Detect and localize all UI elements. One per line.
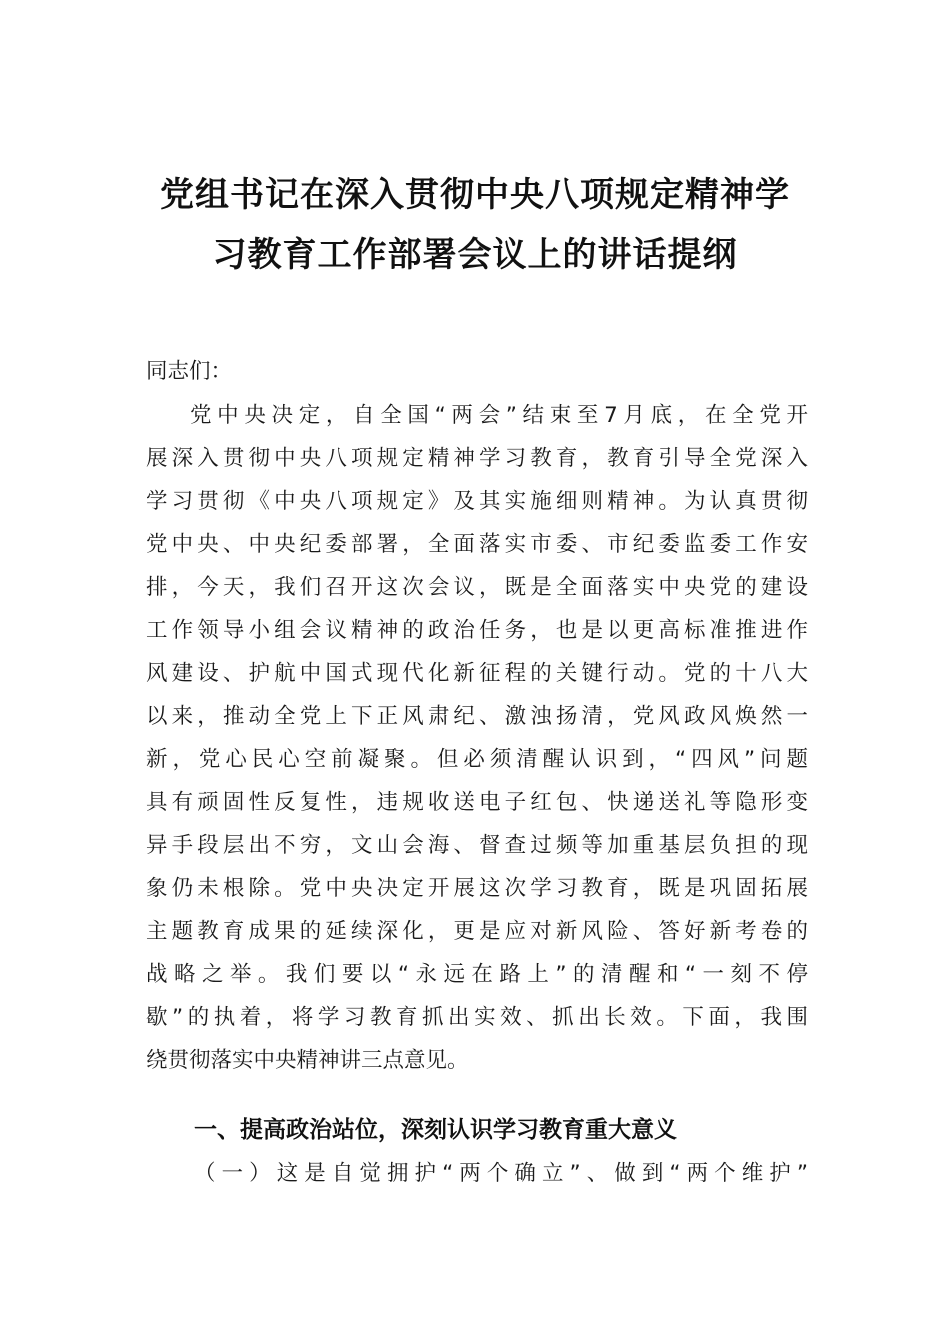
section-heading-1: 一、提高政治站位，深刻认识学习教育重大意义 (194, 1117, 677, 1143)
paragraph-line: 以来，推动全党上下正风肃纪、激浊扬清，党风政风焕然一 (146, 704, 808, 729)
paragraph-line: 学习贯彻《中央八项规定》及其实施细则精神。为认真贯彻 (146, 489, 808, 514)
salutation: 同志们： (146, 359, 233, 384)
paragraph-line: 主题教育成果的延续深化，更是应对新风险、答好新考卷的 (146, 919, 808, 944)
paragraph-line: 工作领导小组会议精神的政治任务，也是以更高标准推进作 (146, 618, 808, 643)
title-line-1: 党组书记在深入贯彻中央八项规定精神学 (160, 175, 790, 215)
paragraph-line: 绕贯彻落实中央精神讲三点意见。 (146, 1048, 469, 1073)
paragraph-line: 展深入贯彻中央八项规定精神学习教育，教育引导全党深入 (146, 446, 808, 471)
intro-paragraph (146, 394, 808, 1082)
subsection-heading-1: （一）这是自觉拥护“两个确立”、做到“两个维护” (194, 1161, 808, 1186)
paragraph-line: 风建设、护航中国式现代化新征程的关键行动。党的十八大 (146, 661, 808, 686)
paragraph-line: 排，今天，我们召开这次会议，既是全面落实中央党的建设 (146, 575, 808, 600)
paragraph-line: 新，党心民心空前凝聚。但必须清醒认识到，“四风”问题 (146, 747, 808, 772)
paragraph-line: 党中央、中央纪委部署，全面落实市委、市纪委监委工作安 (146, 532, 808, 557)
title-line-2: 习教育工作部署会议上的讲话提纲 (212, 235, 738, 275)
paragraph-line: 歇”的执着，将学习教育抓出实效、抓出长效。下面，我围 (146, 1005, 808, 1030)
paragraph-line: 异手段层出不穷，文山会海、督查过频等加重基层负担的现 (146, 833, 808, 858)
paragraph-line: 象仍未根除。党中央决定开展这次学习教育，既是巩固拓展 (146, 876, 808, 901)
document-title (120, 165, 830, 285)
paragraph-line: 战略之举。我们要以“永远在路上”的清醒和“一刻不停 (146, 962, 808, 987)
paragraph-line: 具有顽固性反复性，违规收送电子红包、快递送礼等隐形变 (146, 790, 808, 815)
paragraph-line: 党中央决定，自全国“两会”结束至7月底，在全党开 (190, 403, 808, 428)
